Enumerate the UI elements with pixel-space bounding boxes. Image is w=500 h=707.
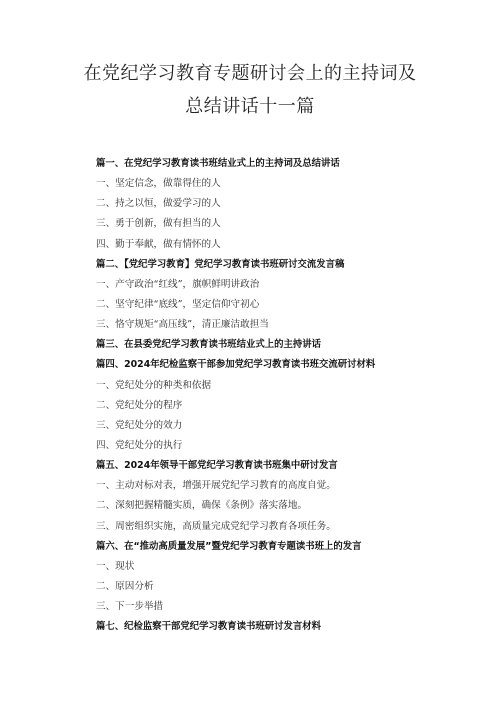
toc-item: 二、党纪处分的程序 <box>96 399 183 411</box>
table-of-contents <box>96 154 476 637</box>
toc-part-heading: 篇四、2024年纪检监察干部参加党纪学习教育读书班交流研讨材料 <box>96 359 376 371</box>
document-title-line2: 总结讲话十一篇 <box>185 96 315 117</box>
toc-item: 三、党纪处分的效力 <box>96 419 183 431</box>
toc-item: 三、勇于创新，做有担当的人 <box>96 218 221 230</box>
toc-item: 一、党纪处分的种类和依据 <box>96 379 212 391</box>
toc-part-heading: 篇七、纪检监察干部党纪学习教育读书班研讨发言材料 <box>96 621 322 633</box>
toc-part-heading: 篇二、【党纪学习教育】党纪学习教育读书班研讨交流发言稿 <box>96 258 345 270</box>
toc-part-heading: 篇一、在党纪学习教育读书班结业式上的主持词及总结讲话 <box>96 158 340 169</box>
toc-item: 三、下一步举措 <box>96 601 164 613</box>
toc-item: 四、勤于奉献，做有情怀的人 <box>96 238 221 250</box>
toc-item: 三、周密组织实施，高质量完成党纪学习教育各项任务。 <box>96 520 336 532</box>
toc-item: 一、产守政治“红线”，旗帜鲜明讲政治 <box>96 278 260 290</box>
toc-item: 一、现状 <box>96 560 135 572</box>
toc-item: 一、坚定信念，做靠得住的人 <box>96 178 221 190</box>
toc-part-heading: 篇五、2024年领导干部党纪学习教育读书班集中研讨发言 <box>96 460 338 472</box>
toc-item: 一、主动对标对表，增强开展党纪学习教育的高度自觉。 <box>96 480 336 492</box>
toc-part-heading: 篇六、在“推动高质量发展”暨党纪学习教育专题读书班上的发言 <box>96 540 362 552</box>
toc-item: 四、党纪处分的执行 <box>96 439 183 451</box>
toc-part-heading: 篇三、在县委党纪学习教育读书班结业式上的主持讲话 <box>96 339 322 351</box>
toc-item: 二、坚守纪律“底线”，坚定信仰守初心 <box>96 298 260 310</box>
toc-item: 二、持之以恒，做爱学习的人 <box>96 198 221 210</box>
document-title-line1: 在党纪学习教育专题研讨会上的主持词及 <box>83 63 417 84</box>
toc-item: 二、深刻把握精髓实质，确保《条例》落实落地。 <box>96 500 308 512</box>
toc-item: 二、原因分析 <box>96 580 154 592</box>
toc-item: 三、恪守规矩“高压线”，清正廉洁敢担当 <box>96 319 269 331</box>
